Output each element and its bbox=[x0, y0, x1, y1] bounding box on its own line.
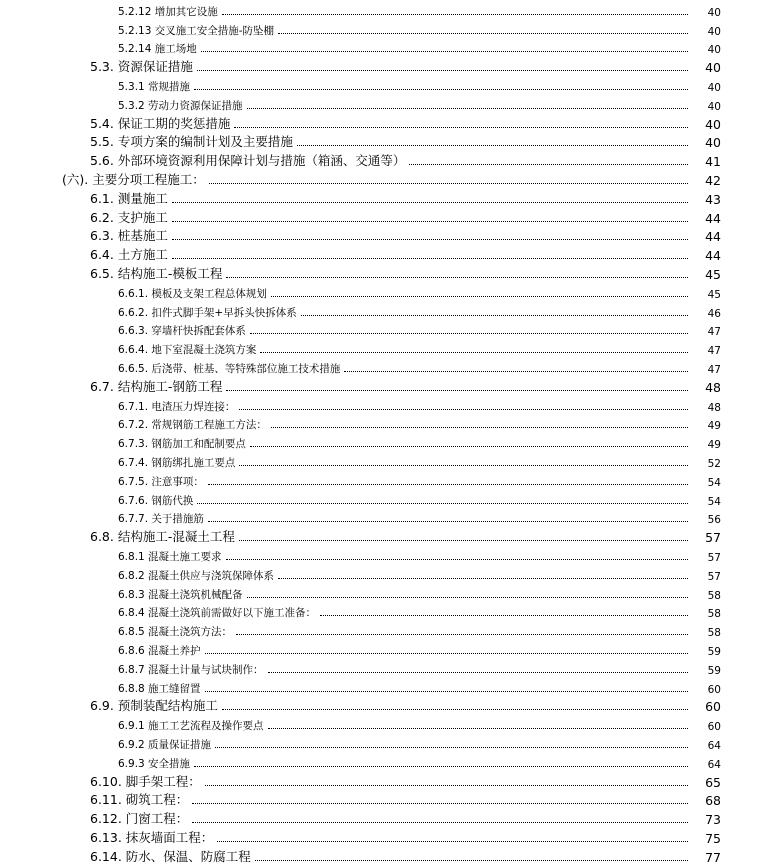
toc-entry-title: 6.8.3 混凝土浇筑机械配备 bbox=[118, 588, 243, 601]
toc-entry[interactable] bbox=[118, 395, 721, 414]
toc-page-number: 58 bbox=[707, 608, 721, 621]
toc-entry-title: 5.4. 保证工期的奖惩措施 bbox=[90, 115, 231, 131]
toc-entry-title: 6.14. 防水、保温、防腐工程 bbox=[90, 848, 251, 864]
toc-page-number: 73 bbox=[705, 812, 721, 828]
toc-page-number: 43 bbox=[705, 191, 721, 207]
toc-entry-title: 6.4. 土方施工 bbox=[90, 247, 168, 263]
toc-entry[interactable] bbox=[90, 846, 721, 865]
dot-leader bbox=[236, 634, 688, 635]
toc-entry-title: 6.8.2 混凝土供应与浇筑保障体系 bbox=[118, 569, 275, 582]
dot-leader bbox=[239, 465, 688, 466]
toc-page-number: 48 bbox=[705, 379, 721, 395]
toc-entry-title: 6.7.2. 常规钢筋工程施工方法： bbox=[118, 419, 267, 432]
toc-entry-title: 5.5. 专项方案的编制计划及主要措施 bbox=[90, 134, 293, 150]
toc-page-number: 44 bbox=[705, 248, 721, 264]
toc-page-number: 60 bbox=[707, 721, 721, 734]
toc-page-number: 57 bbox=[707, 570, 721, 583]
toc-entry[interactable] bbox=[118, 0, 721, 19]
toc-page-number: 48 bbox=[707, 401, 721, 414]
toc-entry[interactable] bbox=[90, 376, 721, 395]
dot-leader bbox=[194, 766, 688, 767]
toc-entry[interactable] bbox=[90, 808, 721, 827]
dot-leader bbox=[247, 597, 688, 598]
toc-entry[interactable] bbox=[118, 564, 721, 583]
toc-entry[interactable] bbox=[90, 207, 721, 226]
toc-entry-title: 6.7.1. 电渣压力焊连接： bbox=[118, 400, 236, 413]
toc-page-number: 40 bbox=[707, 100, 721, 113]
dot-leader bbox=[255, 860, 688, 861]
toc-entry-title: 6.12. 门窗工程： bbox=[90, 811, 189, 827]
toc-page-number: 56 bbox=[707, 514, 721, 527]
toc-page-number: 44 bbox=[705, 210, 721, 226]
dot-leader bbox=[344, 371, 688, 372]
toc-entry[interactable] bbox=[118, 338, 721, 357]
toc-page-number: 60 bbox=[705, 699, 721, 715]
toc-page-number: 54 bbox=[707, 476, 721, 489]
dot-leader bbox=[260, 352, 688, 353]
toc-entry-title: 6.5. 结构施工-模板工程 bbox=[90, 265, 223, 281]
dot-leader bbox=[239, 409, 688, 410]
toc-entry-title: 6.8.8 施工缝留置 bbox=[118, 682, 201, 695]
toc-entry[interactable] bbox=[118, 75, 721, 94]
toc-page-number: 40 bbox=[707, 44, 721, 57]
dot-leader bbox=[226, 559, 688, 560]
toc-entry-title: 6.8.4 混凝土浇筑前需做好以下施工准备： bbox=[118, 607, 317, 620]
toc-entry-title: 5.6. 外部环境资源利用保障计划与措施（箱涵、交通等） bbox=[90, 153, 406, 169]
toc-entry[interactable] bbox=[90, 244, 721, 263]
toc-entry-title: 6.8.6 混凝土养护 bbox=[118, 644, 201, 657]
toc-page-number: 47 bbox=[707, 363, 721, 376]
toc-page-number: 40 bbox=[705, 60, 721, 76]
dot-leader bbox=[250, 446, 688, 447]
toc-entry-title: 6.6.1. 模板及支架工程总体规划 bbox=[118, 287, 267, 300]
toc-page-number: 58 bbox=[707, 627, 721, 640]
toc-page-number: 41 bbox=[705, 154, 721, 170]
dot-leader bbox=[215, 747, 688, 748]
dot-leader bbox=[320, 615, 688, 616]
toc-entry[interactable] bbox=[118, 451, 721, 470]
toc-entry[interactable] bbox=[90, 526, 721, 545]
toc-page-number: 65 bbox=[705, 774, 721, 790]
toc-page-number: 57 bbox=[705, 530, 721, 546]
toc-entry[interactable] bbox=[118, 639, 721, 658]
toc-entry-title: 6.13. 抹灰墙面工程： bbox=[90, 829, 214, 845]
dot-leader bbox=[205, 653, 688, 654]
dot-leader bbox=[297, 145, 688, 146]
toc-entry[interactable] bbox=[90, 56, 721, 75]
dot-leader bbox=[409, 164, 688, 165]
dot-leader bbox=[205, 785, 688, 786]
toc-page-number: 42 bbox=[705, 172, 721, 188]
toc-entry[interactable] bbox=[118, 282, 721, 301]
toc-entry[interactable] bbox=[118, 38, 721, 57]
dot-leader bbox=[172, 221, 688, 222]
toc-entry[interactable] bbox=[118, 414, 721, 433]
toc-entry[interactable] bbox=[118, 620, 721, 639]
dot-leader bbox=[205, 691, 688, 692]
toc-entry-title: 6.6.2. 扣件式脚手架+早拆头快拆体系 bbox=[118, 306, 297, 319]
toc-entry-title: 6.9.3 安全措施 bbox=[118, 757, 191, 770]
toc-entry-title: 5.2.14 施工场地 bbox=[118, 43, 197, 56]
dot-leader bbox=[197, 503, 688, 504]
toc-entry[interactable] bbox=[62, 169, 721, 188]
toc-entry-title: 5.3. 资源保证措施 bbox=[90, 59, 193, 75]
dot-leader bbox=[192, 822, 688, 823]
toc-page-number: 59 bbox=[707, 645, 721, 658]
toc-page-number: 40 bbox=[707, 6, 721, 19]
toc-page-number: 59 bbox=[707, 664, 721, 677]
toc-page-number: 40 bbox=[705, 135, 721, 151]
toc-entry-title: 6.7.7. 关于措施筋 bbox=[118, 513, 204, 526]
toc-entry[interactable] bbox=[118, 357, 721, 376]
dot-leader bbox=[268, 728, 688, 729]
toc-entry-title: 6.6.3. 穿墙杆快拆配套体系 bbox=[118, 325, 246, 338]
toc-page-number: 47 bbox=[707, 326, 721, 339]
toc-page-number: 46 bbox=[707, 307, 721, 320]
toc-page-number: 54 bbox=[707, 495, 721, 508]
toc-entry-title: 6.7.6. 钢筋代换 bbox=[118, 494, 194, 507]
dot-leader bbox=[192, 803, 688, 804]
toc-entry[interactable] bbox=[90, 827, 721, 846]
toc-entry[interactable] bbox=[118, 19, 721, 38]
toc-entry[interactable] bbox=[118, 432, 721, 451]
dot-leader bbox=[301, 315, 688, 316]
toc-entry[interactable] bbox=[90, 263, 721, 282]
dot-leader bbox=[271, 427, 688, 428]
toc-entry[interactable] bbox=[90, 113, 721, 132]
toc-entry[interactable] bbox=[118, 714, 721, 733]
toc-entry-title: 6.11. 砌筑工程： bbox=[90, 792, 189, 808]
toc-entry[interactable] bbox=[90, 790, 721, 809]
toc-entry[interactable] bbox=[118, 677, 721, 696]
toc-entry[interactable] bbox=[90, 132, 721, 151]
toc-entry[interactable] bbox=[118, 489, 721, 508]
toc-page-number: 52 bbox=[707, 457, 721, 470]
toc-entry-title: 6.9. 预制装配结构施工 bbox=[90, 698, 218, 714]
toc-entry-title: 6.9.1 施工工艺流程及操作要点 bbox=[118, 720, 264, 733]
toc-entry[interactable] bbox=[90, 771, 721, 790]
dot-leader bbox=[278, 33, 688, 34]
toc-entry[interactable] bbox=[118, 301, 721, 320]
toc-page-number: 58 bbox=[707, 589, 721, 602]
toc-entry-title: 6.8.7 混凝土计量与试块制作： bbox=[118, 663, 264, 676]
toc-page-number: 45 bbox=[705, 266, 721, 282]
toc-entry-title: 6.7.4. 钢筋绑扎施工要点 bbox=[118, 456, 236, 469]
toc-entry-title: 6.8.5 混凝土浇筑方法： bbox=[118, 626, 233, 639]
dot-leader bbox=[172, 202, 688, 203]
toc-entry-title: 6.6.4. 地下室混凝土浇筑方案 bbox=[118, 344, 257, 357]
dot-leader bbox=[194, 89, 688, 90]
toc-entry[interactable] bbox=[118, 752, 721, 771]
toc-entry[interactable] bbox=[90, 188, 721, 207]
dot-leader bbox=[278, 578, 688, 579]
toc-entry-title: 6.1. 测量施工 bbox=[90, 190, 168, 206]
toc-entry[interactable] bbox=[90, 150, 721, 169]
toc-page-number: 45 bbox=[707, 288, 721, 301]
dot-leader bbox=[271, 296, 688, 297]
toc-page-number: 60 bbox=[707, 683, 721, 696]
toc-entry-title: 5.2.12 增加其它设施 bbox=[118, 5, 218, 18]
toc-entry-title: 6.3. 桩基施工 bbox=[90, 228, 168, 244]
dot-leader bbox=[172, 239, 688, 240]
toc-entry[interactable] bbox=[118, 602, 721, 621]
toc-entry[interactable] bbox=[118, 94, 721, 113]
dot-leader bbox=[239, 540, 688, 541]
toc-page-number: 64 bbox=[707, 758, 721, 771]
dot-leader bbox=[217, 841, 688, 842]
toc-entry-title: 6.8. 结构施工-混凝土工程 bbox=[90, 529, 235, 545]
dot-leader bbox=[209, 183, 688, 184]
dot-leader bbox=[250, 333, 688, 334]
dot-leader bbox=[208, 484, 688, 485]
dot-leader bbox=[172, 258, 688, 259]
toc-entry[interactable] bbox=[90, 696, 721, 715]
toc-page-number: 40 bbox=[707, 81, 721, 94]
toc-entry-title: 6.9.2 质量保证措施 bbox=[118, 738, 212, 751]
toc-page-number: 40 bbox=[705, 116, 721, 132]
toc-entry-title: 6.7.3. 钢筋加工和配制要点 bbox=[118, 438, 246, 451]
toc-entry-title: 6.6.5. 后浇带、桩基、等特殊部位施工技术措施 bbox=[118, 362, 341, 375]
toc-page-number: 77 bbox=[705, 849, 721, 865]
toc-page-number: 49 bbox=[707, 439, 721, 452]
dot-leader bbox=[208, 521, 688, 522]
toc-page-number: 40 bbox=[707, 25, 721, 38]
dot-leader bbox=[197, 70, 688, 71]
toc-page-number: 75 bbox=[705, 830, 721, 846]
dot-leader bbox=[268, 672, 688, 673]
toc-entry[interactable] bbox=[118, 508, 721, 527]
toc-page-number: 68 bbox=[705, 793, 721, 809]
toc-entry-title: 6.2. 支护施工 bbox=[90, 209, 168, 225]
dot-leader bbox=[226, 390, 688, 391]
dot-leader bbox=[201, 51, 688, 52]
toc-page-number: 57 bbox=[707, 551, 721, 564]
toc-entry[interactable] bbox=[90, 226, 721, 245]
toc-entry[interactable] bbox=[118, 470, 721, 489]
toc-entry-title: 6.10. 脚手架工程： bbox=[90, 773, 201, 789]
toc-entry-title: 6.7.5. 注意事项： bbox=[118, 475, 204, 488]
toc-entry[interactable] bbox=[118, 320, 721, 339]
toc-entry-title: 5.3.2 劳动力资源保证措施 bbox=[118, 99, 243, 112]
toc-entry[interactable] bbox=[118, 733, 721, 752]
dot-leader bbox=[234, 127, 688, 128]
toc-entry-title: 5.3.1 常规措施 bbox=[118, 80, 191, 93]
dot-leader bbox=[226, 277, 688, 278]
toc-entry[interactable] bbox=[118, 583, 721, 602]
toc-page-number: 44 bbox=[705, 229, 721, 245]
toc-page-number: 64 bbox=[707, 739, 721, 752]
toc-page-number: 49 bbox=[707, 420, 721, 433]
dot-leader bbox=[247, 108, 688, 109]
toc-entry-title: 5.2.13 交叉施工安全措施-防坠棚 bbox=[118, 24, 275, 37]
toc-entry-title: 6.8.1 混凝土施工要求 bbox=[118, 550, 222, 563]
toc-entry[interactable] bbox=[118, 545, 721, 564]
dot-leader bbox=[222, 709, 688, 710]
toc-entry-title: (六). 主要分项工程施工： bbox=[62, 171, 205, 187]
toc-entry-title: 6.7. 结构施工-钢筋工程 bbox=[90, 378, 223, 394]
dot-leader bbox=[222, 14, 688, 15]
toc-entry[interactable] bbox=[118, 658, 721, 677]
toc-page-number: 47 bbox=[707, 345, 721, 358]
